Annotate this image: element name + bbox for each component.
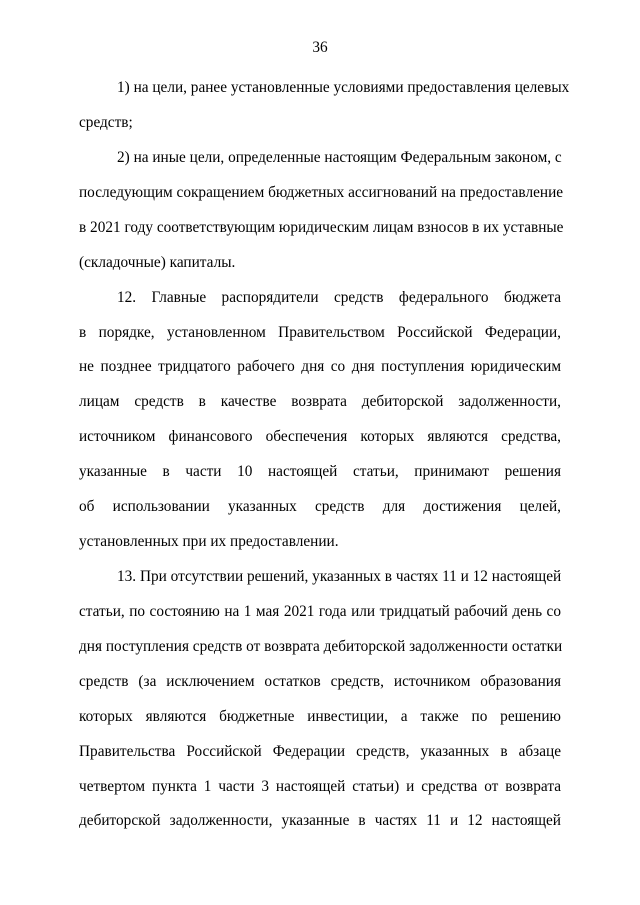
text-line: источником финансового обеспечения которых являются средства, xyxy=(79,428,561,445)
text-line: средств (за исключением остатков средств, источником образования xyxy=(79,673,561,690)
text-line: Правительства Российской Федерации средств, указанных в абзаце xyxy=(79,743,561,760)
text-line: статьи, по состоянию на 1 мая 2021 года или тридцатый рабочий день со xyxy=(79,603,561,620)
text-line: об использовании указанных средств для достижения целей, xyxy=(79,498,561,515)
text-line: последующим сокращением бюджетных ассигнований на предоставление xyxy=(79,184,564,201)
text-line: средств; xyxy=(79,114,133,131)
text-line: в порядке, установленном Правительством Российской Федерации, xyxy=(79,324,561,341)
text-line: 12. Главные распорядители средств федерального бюджета xyxy=(117,289,561,306)
text-line: в 2021 году соответствующим юридическим лицам взносов в их уставные xyxy=(79,219,564,236)
text-line: 13. При отсутствии решений, указанных в частях 11 и 12 настоящей xyxy=(117,568,562,585)
text-line: четвертом пункта 1 части 3 настоящей статьи) и средства от возврата xyxy=(79,778,561,795)
text-line: дебиторской задолженности, указанные в частях 11 и 12 настоящей xyxy=(79,812,561,829)
text-line: 2) на иные цели, определенные настоящим Федеральным законом, с xyxy=(117,149,562,166)
text-line: не позднее тридцатого рабочего дня со дня поступления юридическим xyxy=(79,358,561,375)
text-line: (складочные) капиталы. xyxy=(79,254,236,271)
text-line: установленных при их предоставлении. xyxy=(79,533,339,550)
text-line: 1) на цели, ранее установленные условиями предоставления целевых xyxy=(117,79,570,96)
text-line: которых являются бюджетные инвестиции, а также по решению xyxy=(79,708,561,725)
text-line: лицам средств в качестве возврата дебиторской задолженности, xyxy=(79,393,561,410)
text-line: дня поступления средств от возврата дебиторской задолженности остатки xyxy=(79,638,563,655)
text-line: указанные в части 10 настоящей статьи, принимают решения xyxy=(79,463,561,480)
page-number: 36 xyxy=(312,39,328,56)
